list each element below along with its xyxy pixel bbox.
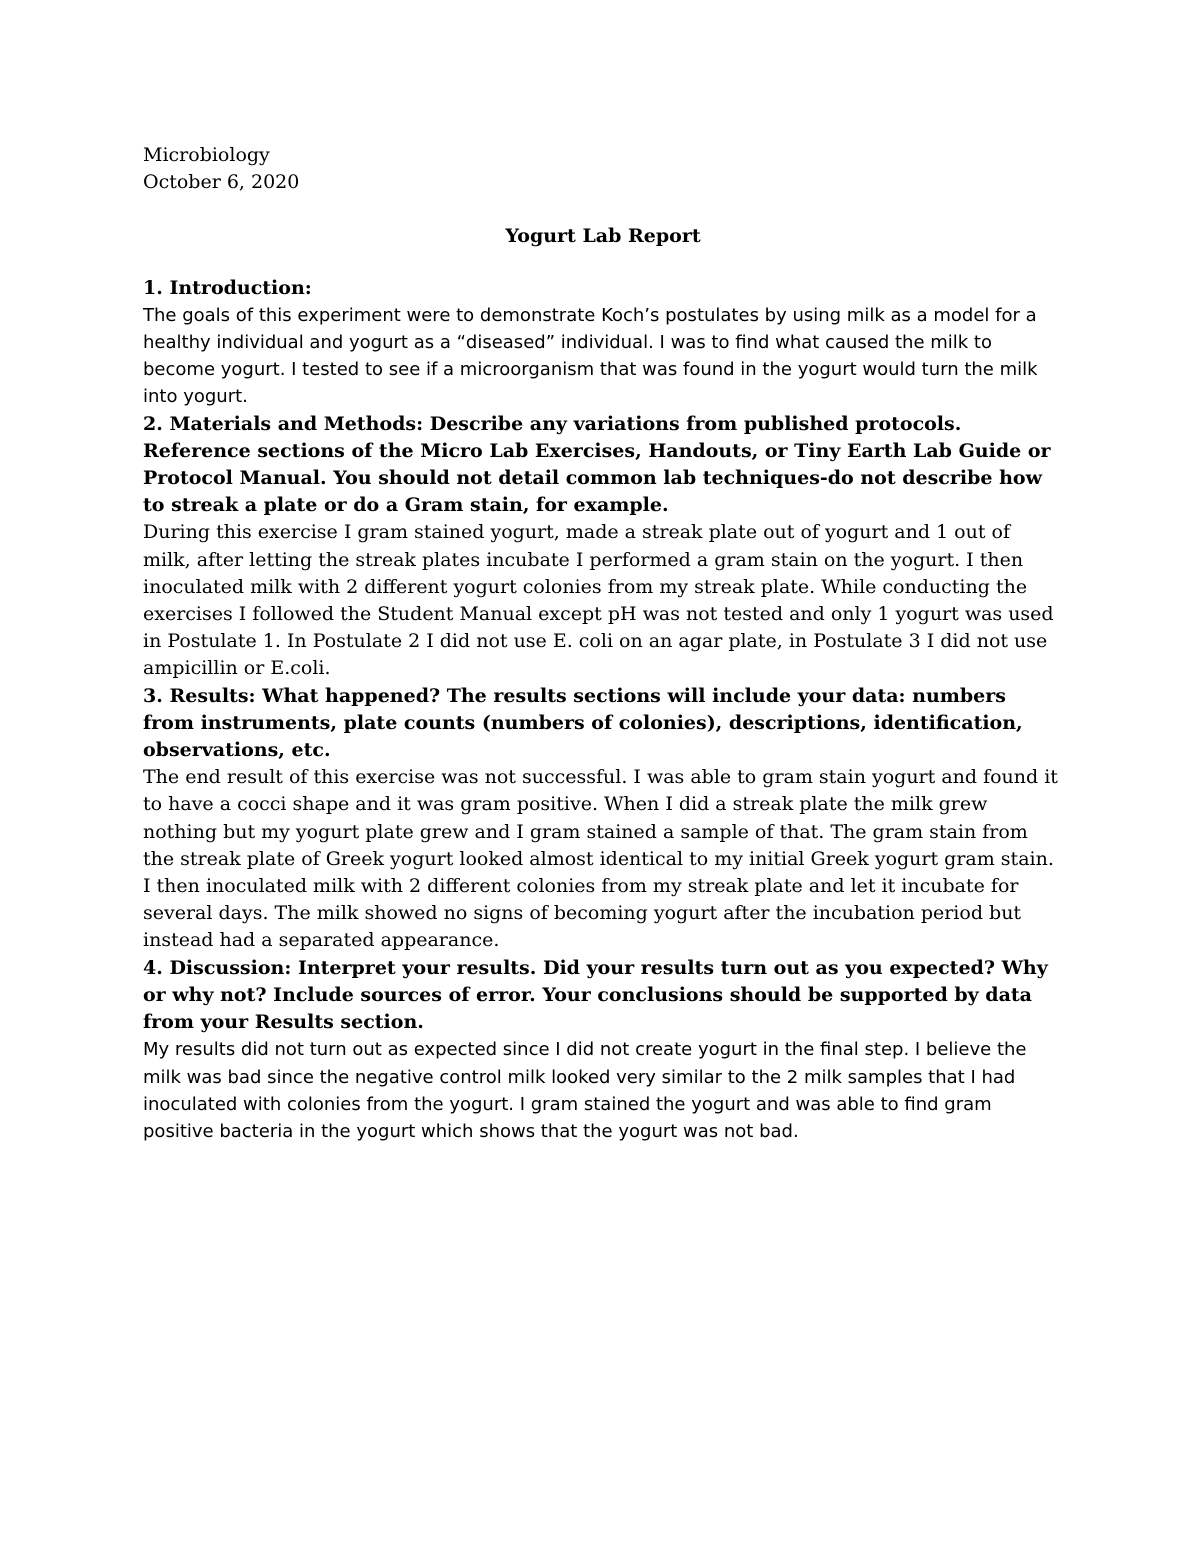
section-discussion [143,955,1063,1145]
section-introduction [143,275,1063,411]
section-heading: 4. Discussion: Interpret your results. Did your results turn out as you expected? Why or why not? Include sources of error. Your conclusions should be supported by data from your Results section. [143,956,1048,1034]
section-results [143,683,1063,955]
section-heading: 2. Materials and Methods: Describe any variations from published protocols. Reference sections of the Micro Lab Exercises, Handouts, or Tiny Earth Lab Guide or Protocol Manual. You should not detail common lab techniques-do not describe how to streak a plate or do a Gram stain, for example. [143,412,1051,517]
report-date: October 6, 2020 [143,171,300,194]
report-title: Yogurt Lab Report [505,225,701,248]
section-heading: 1. Introduction: [143,276,312,299]
section-body: During this exercise I gram stained yogurt, made a streak plate out of yogurt and 1 out of milk, after letting the streak plates incubate I performed a gram stain on the yogurt. I then inoculated milk with 2 different yogurt colonies from my streak plate. While conducting the exercises I followed the Student Manual except pH was not tested and only 1 yogurt was used in Postulate 1. In Postulate 2 I did not use E. coli on an agar plate, in Postulate 3 I did not use ampicillin or E.coli. [143,521,1054,680]
section-body: The end result of this exercise was not successful. I was able to gram stain yogurt and found it to have a cocci shape and it was gram positive. When I did a streak plate the milk grew nothing but my yogurt plate grew and I gram stained a sample of that. The gram stain from the streak plate of Greek yogurt looked almost identical to my initial Greek yogurt gram stain. I then inoculated milk with 2 different colonies from my streak plate and let it incubate for several days. The milk showed no signs of becoming yogurt after the incubation period but instead had a separated appearance. [143,766,1058,952]
section-materials-methods [143,411,1063,683]
course-name: Microbiology [143,144,270,166]
section-body: My results did not turn out as expected since I did not create yogurt in the final step. I believe the milk was bad since the negative control milk looked very similar to the 2 milk samples that I had inoculated with colonies from the yogurt. I gram stained the yogurt and was able to find gram positive bacteria in the yogurt which shows that the yogurt was not bad. [143,1039,1027,1142]
document-content [143,142,1063,1145]
section-body: The goals of this experiment were to demonstrate Koch’s postulates by using milk as a model for a healthy individual and yogurt as a “diseased” individual. I was to find what caused the milk to become yogurt. I tested to see if a microorganism that was found in the yogurt would turn the milk into yogurt. [143,304,1038,408]
section-heading: 3. Results: What happened? The results sections will include your data: numbers from instruments, plate counts (numbers of colonies), descriptions, identification, observations, etc. [143,684,1023,762]
